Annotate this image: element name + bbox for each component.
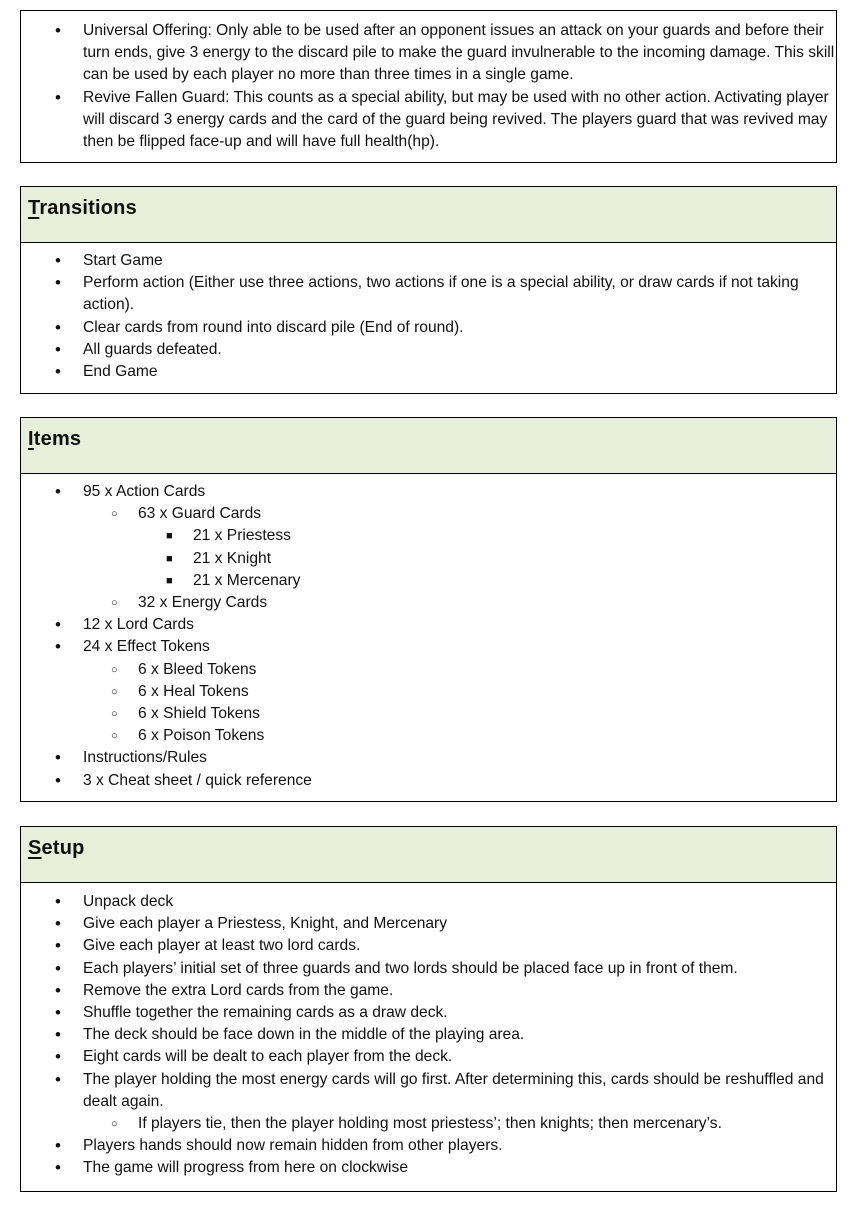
items-section <box>20 417 837 802</box>
list-item: • End Game <box>21 361 836 383</box>
abilities-list <box>21 11 836 153</box>
transitions-header <box>21 187 836 243</box>
section-title: Setup <box>28 837 85 859</box>
list-item: ■ 21 x Priestess <box>21 525 836 547</box>
list-item: • Give each player a Priestess, Knight, and Mercenary <box>21 913 836 935</box>
list-item: • The game will progress from here on clockwise <box>21 1157 836 1179</box>
list-item: ○ 6 x Poison Tokens <box>21 725 836 747</box>
section-title: Items <box>28 428 82 450</box>
list-item: • 95 x Action Cards <box>21 481 836 503</box>
setup-header <box>21 827 836 883</box>
setup-list <box>21 883 836 1180</box>
list-item: • Eight cards will be dealt to each player from the deck. <box>21 1046 836 1068</box>
list-item: ○ 6 x Shield Tokens <box>21 703 836 725</box>
setup-section <box>20 826 837 1192</box>
list-item: ○ 32 x Energy Cards <box>21 592 836 614</box>
section-title: Transitions <box>28 197 137 219</box>
list-item: • 3 x Cheat sheet / quick reference <box>21 770 836 792</box>
list-item: • Unpack deck <box>21 891 836 913</box>
list-item: • Give each player at least two lord cards. <box>21 935 836 957</box>
list-item: • Revive Fallen Guard: This counts as a special ability, but may be used with no other action. Activating player will discard 3 energy cards and the card of the guard being revived. The players guard that was revived may then be flipped face-up and will have full health(hp). <box>21 87 836 154</box>
list-item: ○ If players tie, then the player holding most priestess’; then knights; then mercenary’s. <box>21 1113 836 1135</box>
list-item: • Players hands should now remain hidden from other players. <box>21 1135 836 1157</box>
list-item: • Perform action (Either use three actions, two actions if one is a special ability, or draw cards if not taking action). <box>21 272 836 316</box>
list-item: ○ 6 x Bleed Tokens <box>21 659 836 681</box>
abilities-section <box>20 10 837 163</box>
list-item: • The player holding the most energy cards will go first. After determining this, cards should be reshuffled and dealt again. <box>21 1069 836 1113</box>
list-item: ○ 63 x Guard Cards <box>21 503 836 525</box>
list-item: ■ 21 x Mercenary <box>21 570 836 592</box>
transitions-list <box>21 243 836 383</box>
list-item: ■ 21 x Knight <box>21 548 836 570</box>
list-item: • 12 x Lord Cards <box>21 614 836 636</box>
list-item: • Universal Offering: Only able to be used after an opponent issues an attack on your guards and before their turn ends, give 3 energy to the discard pile to make the guard invulnerable to the incoming damage. This skill can be used by each player no more than three times in a single game. <box>21 20 836 87</box>
list-item: • The deck should be face down in the middle of the playing area. <box>21 1024 836 1046</box>
items-list <box>21 474 836 792</box>
list-item: • Shuffle together the remaining cards as a draw deck. <box>21 1002 836 1024</box>
list-item: • 24 x Effect Tokens <box>21 636 836 658</box>
items-header <box>21 418 836 474</box>
list-item: • Remove the extra Lord cards from the game. <box>21 980 836 1002</box>
list-item: • Start Game <box>21 250 836 272</box>
list-item: • Instructions/Rules <box>21 747 836 769</box>
list-item: • Each players’ initial set of three guards and two lords should be placed face up in front of them. <box>21 958 836 980</box>
list-item: • Clear cards from round into discard pile (End of round). <box>21 317 836 339</box>
list-item: ○ 6 x Heal Tokens <box>21 681 836 703</box>
list-item: • All guards defeated. <box>21 339 836 361</box>
transitions-section <box>20 186 837 394</box>
